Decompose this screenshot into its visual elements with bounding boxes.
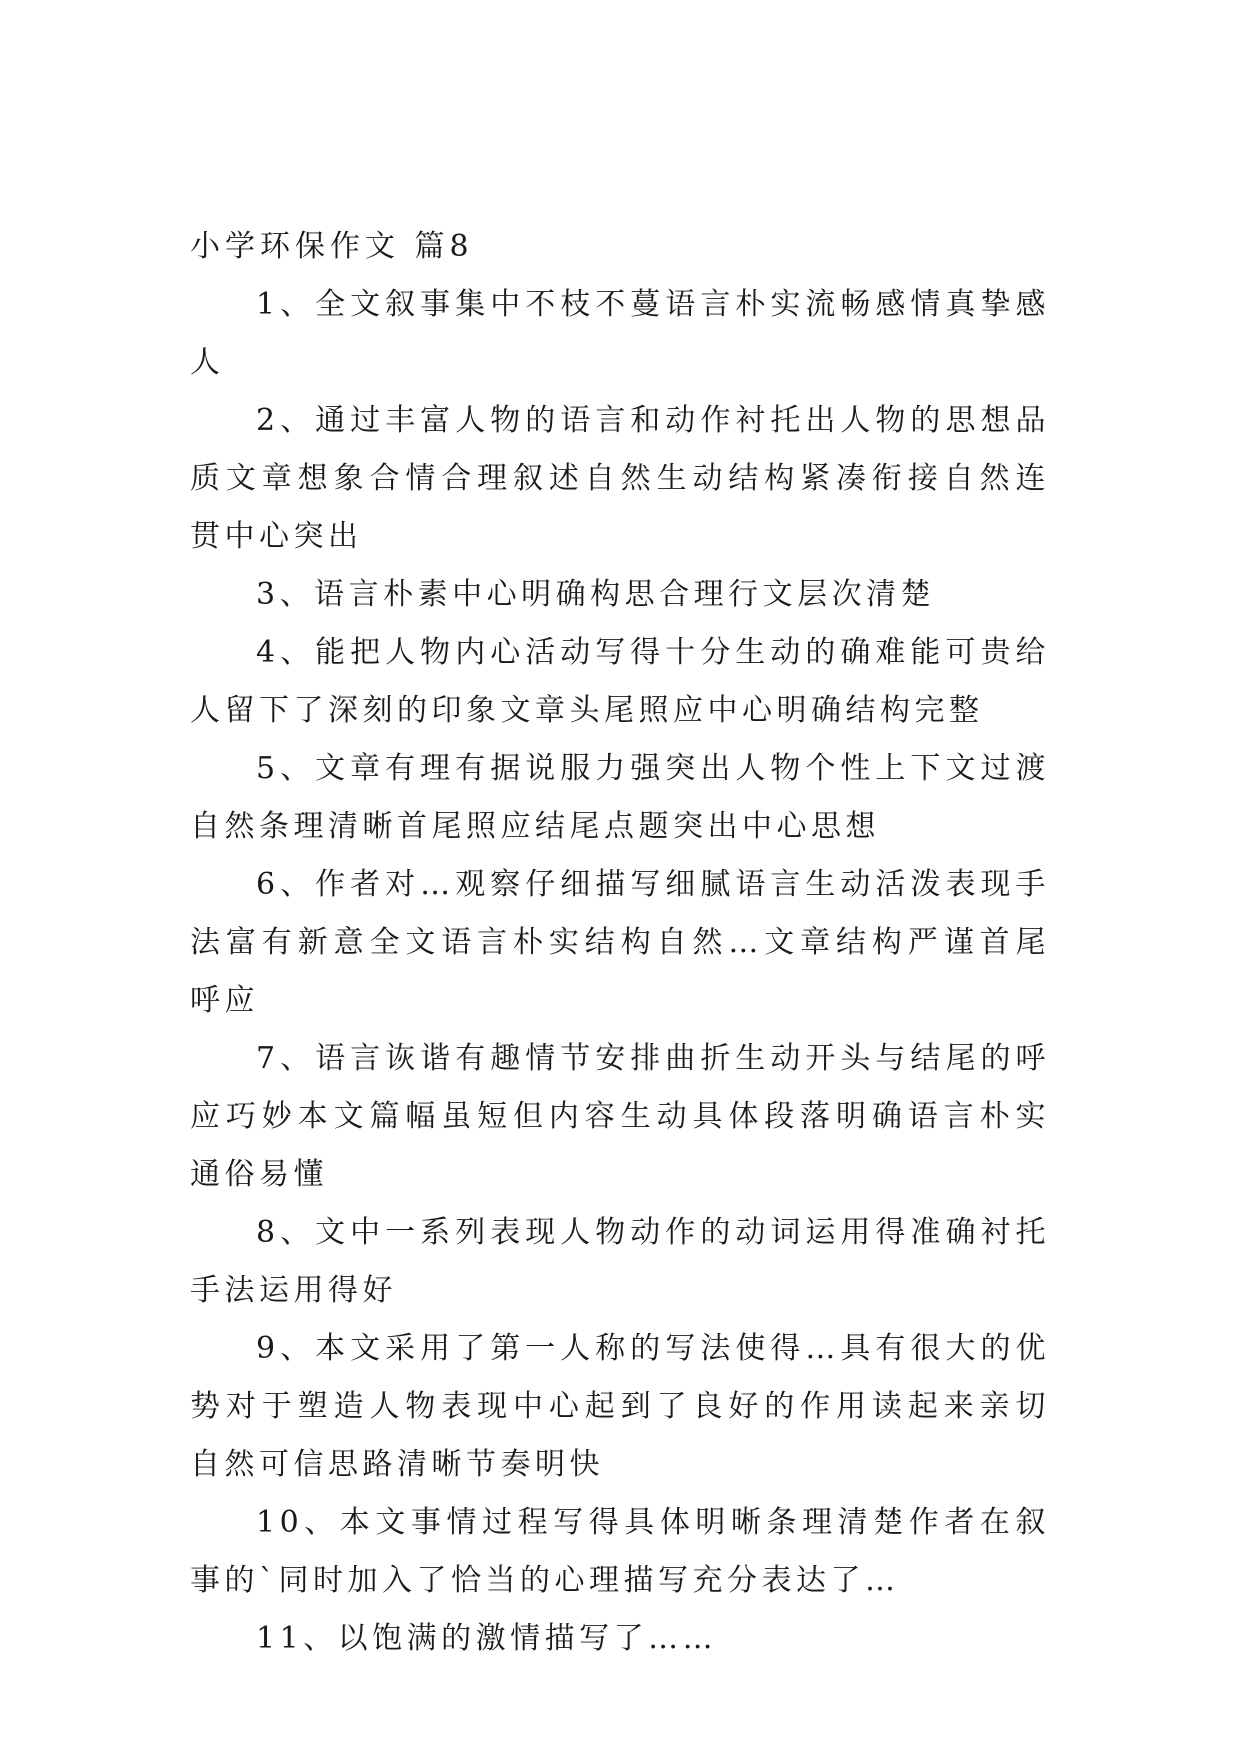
paragraph-11: 11、以饱满的激情描写了…… <box>256 1621 718 1656</box>
paragraph-10: 10、本文事情过程写得具体明晰条理清楚作者在叙事的`同时加入了恰当的心理描写充分表达了… <box>190 1505 1050 1598</box>
paragraph-5: 5、文章有理有据说服力强突出人物个性上下文过渡自然条理清晰首尾照应结尾点题突出中心思想 <box>190 751 1050 844</box>
paragraph-3: 3、语言朴素中心明确构思合理行文层次清楚 <box>256 577 936 612</box>
document-title: 小学环保作文 篇8 <box>190 229 474 264</box>
document-page <box>190 218 1050 1668</box>
paragraph-2: 2、通过丰富人物的语言和动作衬托出人物的思想品质文章想象合情合理叙述自然生动结构紧凑衔接自然连贯中心突出 <box>190 403 1050 554</box>
paragraph-9: 9、本文采用了第一人称的写法使得…具有很大的优势对于塑造人物表现中心起到了良好的作用读起来亲切自然可信思路清晰节奏明快 <box>190 1331 1050 1482</box>
paragraph-1: 1、全文叙事集中不枝不蔓语言朴实流畅感情真挚感人 <box>190 287 1050 380</box>
paragraph-4: 4、能把人物内心活动写得十分生动的确难能可贵给人留下了深刻的印象文章头尾照应中心明确结构完整 <box>190 635 1050 728</box>
paragraph-7: 7、语言诙谐有趣情节安排曲折生动开头与结尾的呼应巧妙本文篇幅虽短但内容生动具体段落明确语言朴实通俗易懂 <box>190 1041 1050 1192</box>
paragraph-6: 6、作者对…观察仔细描写细腻语言生动活泼表现手法富有新意全文语言朴实结构自然…文章结构严谨首尾呼应 <box>190 867 1050 1018</box>
paragraph-8: 8、文中一系列表现人物动作的动词运用得准确衬托手法运用得好 <box>190 1215 1050 1308</box>
